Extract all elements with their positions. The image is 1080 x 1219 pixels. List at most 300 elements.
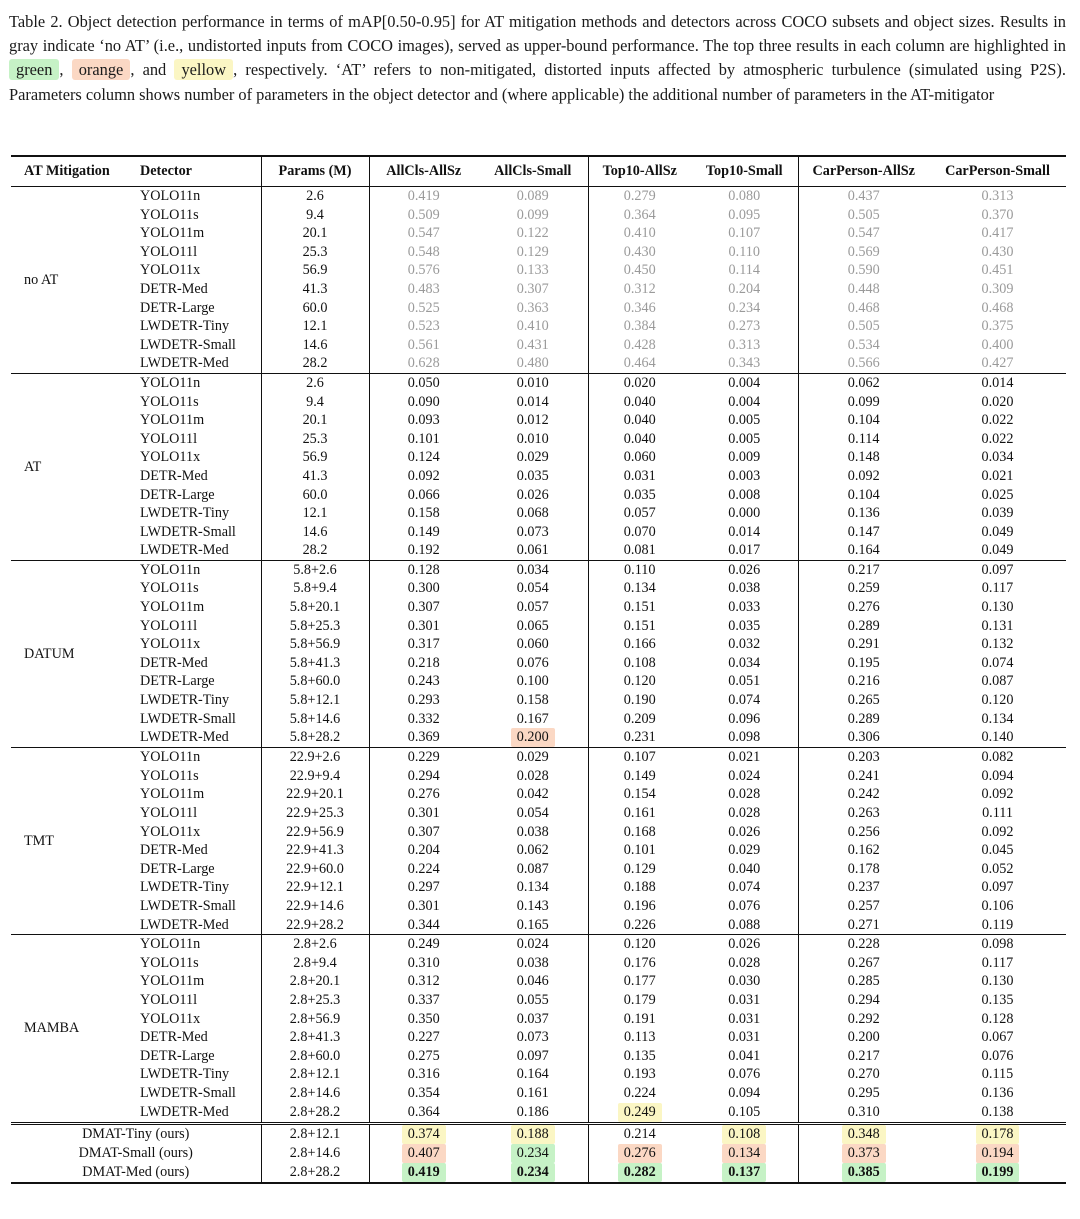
ours-row <box>11 1144 1066 1163</box>
detector-cell: LWDETR-Small <box>133 523 261 542</box>
value-cell: 0.149 <box>623 767 656 784</box>
value-cell: 0.135 <box>981 991 1014 1008</box>
value-cell: 0.427 <box>981 355 1014 372</box>
ours-method-name: DMAT-Small (ours) <box>11 1144 261 1163</box>
detector-cell: DETR-Med <box>133 467 261 486</box>
value-cell: 0.523 <box>407 318 440 335</box>
caption-text-2: , respectively. ‘AT’ refers to non-mitigated, distorted inputs affected by atmospheric turbulence (simulated using P2S). Parameters column shows number of parameters in the object detector and (where applicable) the additional number of parameters in the AT-mitigator <box>9 60 1066 104</box>
value-cell: 0.209 <box>623 710 656 727</box>
detector-cell: YOLO11l <box>133 617 261 636</box>
value-cell: 0.074 <box>691 878 798 897</box>
table-row <box>11 541 1066 560</box>
detector-cell: YOLO11n <box>133 187 261 206</box>
group-label: MAMBA <box>11 935 133 1123</box>
highlighted-value: 0.234 <box>511 1163 555 1182</box>
value-cell: 0.628 <box>407 355 440 372</box>
table-row <box>11 243 1066 262</box>
value-cell: 0.294 <box>407 767 440 784</box>
value-cell: 0.218 <box>407 654 440 671</box>
value-cell: 0.110 <box>588 560 691 579</box>
value-cell: 0.337 <box>407 991 440 1008</box>
value-cell <box>588 1103 691 1124</box>
table-row <box>11 224 1066 243</box>
value-cell: 0.293 <box>407 692 440 709</box>
detector-cell: YOLO11n <box>133 373 261 392</box>
value-cell: 0.135 <box>623 1047 656 1064</box>
value-cell: 0.050 <box>369 373 478 392</box>
value-cell: 0.117 <box>981 954 1014 971</box>
value-cell: 0.038 <box>478 954 588 973</box>
value-cell: 0.270 <box>847 1066 880 1083</box>
params-cell: 2.8+14.6 <box>261 1144 369 1163</box>
detector-cell: YOLO11s <box>133 579 261 598</box>
value-cell: 0.012 <box>478 411 588 430</box>
value-cell: 0.154 <box>623 786 656 803</box>
value-cell: 0.161 <box>623 805 656 821</box>
value-cell: 0.040 <box>623 412 656 429</box>
detector-cell: DETR-Large <box>133 860 261 879</box>
table-row <box>11 654 1066 673</box>
caption-text-1: Table 2. Object detection performance in terms of mAP[0.50-0.95] for AT mitigation methods and detectors across COCO subsets and object sizes. Results in gray indicate ‘no AT’ (i.e., undistorted inputs from COCO images), served as upper-bound performance. The top three results in each column are highlighted in <box>9 12 1066 56</box>
value-cell: 0.309 <box>981 280 1014 297</box>
value-cell: 0.370 <box>981 206 1014 223</box>
value-cell: 0.505 <box>847 318 880 335</box>
value-cell <box>929 1123 1066 1144</box>
value-cell: 0.074 <box>691 691 798 710</box>
value-cell: 0.151 <box>623 617 656 634</box>
value-cell: 0.094 <box>981 767 1014 784</box>
value-cell <box>478 1144 588 1163</box>
value-cell <box>478 1163 588 1183</box>
detector-cell: LWDETR-Med <box>133 354 261 373</box>
value-cell: 0.061 <box>478 541 588 560</box>
value-cell: 0.122 <box>478 224 588 243</box>
table-row <box>11 672 1066 691</box>
header-top10-allsz: Top10-AllSz <box>588 156 691 187</box>
value-cell: 0.101 <box>407 430 440 447</box>
highlighted-value: 0.282 <box>618 1163 662 1182</box>
value-cell: 0.060 <box>478 635 588 654</box>
value-cell: 0.259 <box>847 580 880 597</box>
value-cell: 0.158 <box>407 505 440 522</box>
params-cell: 5.8+56.9 <box>261 635 369 654</box>
detector-cell: DETR-Med <box>133 1028 261 1047</box>
highlighted-value: 0.419 <box>402 1163 446 1182</box>
value-cell: 0.026 <box>691 935 798 954</box>
value-cell: 0.068 <box>478 504 588 523</box>
value-cell: 0.431 <box>478 336 588 355</box>
group-label: TMT <box>11 748 133 935</box>
value-cell: 0.430 <box>623 243 656 260</box>
value-cell: 0.200 <box>847 1029 880 1046</box>
value-cell: 0.243 <box>407 673 440 690</box>
table-row <box>11 878 1066 897</box>
table-row <box>11 841 1066 860</box>
value-cell: 0.375 <box>981 318 1014 335</box>
value-cell: 0.437 <box>798 187 929 206</box>
table-row <box>11 767 1066 786</box>
value-cell: 0.067 <box>981 1029 1014 1046</box>
params-cell: 41.3 <box>261 467 369 486</box>
params-cell: 28.2 <box>261 354 369 373</box>
value-cell: 0.307 <box>407 823 440 840</box>
value-cell: 0.400 <box>981 336 1014 353</box>
value-cell: 0.026 <box>478 486 588 505</box>
highlighted-value: 0.249 <box>618 1103 662 1122</box>
detector-cell: LWDETR-Small <box>133 897 261 916</box>
value-cell: 0.099 <box>847 393 880 410</box>
value-cell <box>798 1163 929 1183</box>
detector-cell: DETR-Med <box>133 654 261 673</box>
value-cell: 0.034 <box>691 654 798 673</box>
highlighted-value: 0.234 <box>511 1144 555 1163</box>
value-cell: 0.300 <box>407 580 440 597</box>
value-cell: 0.257 <box>847 897 880 914</box>
value-cell: 0.313 <box>929 187 1066 206</box>
detector-cell: DETR-Large <box>133 486 261 505</box>
detector-cell: DETR-Large <box>133 672 261 691</box>
value-cell: 0.289 <box>847 710 880 727</box>
value-cell: 0.008 <box>691 486 798 505</box>
params-cell: 25.3 <box>261 430 369 449</box>
value-cell: 0.020 <box>981 393 1014 410</box>
params-cell: 2.8+60.0 <box>261 1047 369 1066</box>
value-cell: 0.038 <box>478 823 588 842</box>
results-table <box>11 155 1066 1184</box>
value-cell: 0.316 <box>407 1066 440 1083</box>
value-cell: 0.028 <box>478 767 588 786</box>
detector-cell: DETR-Large <box>133 1047 261 1066</box>
header-top10-small: Top10-Small <box>691 156 798 187</box>
value-cell: 0.138 <box>981 1103 1014 1120</box>
value-cell: 0.217 <box>798 560 929 579</box>
detector-cell: YOLO11x <box>133 823 261 842</box>
value-cell <box>929 1163 1066 1183</box>
value-cell <box>691 1163 798 1183</box>
value-cell: 0.035 <box>478 467 588 486</box>
value-cell <box>369 1123 478 1144</box>
value-cell: 0.003 <box>691 467 798 486</box>
value-cell: 0.505 <box>847 206 880 223</box>
detector-cell: LWDETR-Tiny <box>133 1065 261 1084</box>
caption-orange-swatch: orange <box>72 59 131 80</box>
value-cell: 0.224 <box>407 860 440 877</box>
value-cell: 0.115 <box>981 1066 1014 1083</box>
value-cell: 0.186 <box>478 1103 588 1124</box>
value-cell: 0.464 <box>623 355 656 372</box>
value-cell: 0.004 <box>691 393 798 412</box>
value-cell: 0.026 <box>691 823 798 842</box>
detector-cell: DETR-Large <box>133 299 261 318</box>
value-cell: 0.226 <box>623 916 656 933</box>
value-cell: 0.107 <box>691 224 798 243</box>
params-cell: 22.9+41.3 <box>261 841 369 860</box>
header-detector: Detector <box>133 156 261 187</box>
detector-cell: LWDETR-Med <box>133 1103 261 1124</box>
value-cell: 0.097 <box>929 560 1066 579</box>
table-row <box>11 448 1066 467</box>
value-cell: 0.022 <box>981 430 1014 447</box>
params-cell: 25.3 <box>261 243 369 262</box>
value-cell: 0.014 <box>478 393 588 412</box>
value-cell: 0.046 <box>478 972 588 991</box>
value-cell: 0.017 <box>691 541 798 560</box>
ours-method-name: DMAT-Tiny (ours) <box>11 1123 261 1144</box>
detector-cell: LWDETR-Tiny <box>133 878 261 897</box>
table-row <box>11 523 1066 542</box>
value-cell: 0.129 <box>623 860 656 877</box>
header-row <box>11 156 1066 187</box>
value-cell: 0.130 <box>981 599 1014 616</box>
table-body <box>11 187 1066 1183</box>
value-cell: 0.242 <box>847 786 880 803</box>
table-row <box>11 411 1066 430</box>
params-cell: 9.4 <box>261 393 369 412</box>
detector-cell: LWDETR-Small <box>133 1084 261 1103</box>
value-cell <box>588 1144 691 1163</box>
value-cell <box>798 1144 929 1163</box>
value-cell: 0.267 <box>847 954 880 971</box>
table-row <box>11 972 1066 991</box>
table-row <box>11 317 1066 336</box>
value-cell: 0.364 <box>623 206 656 223</box>
value-cell: 0.104 <box>847 412 880 429</box>
highlighted-value: 0.407 <box>402 1144 446 1163</box>
detector-cell: YOLO11m <box>133 411 261 430</box>
highlighted-value: 0.276 <box>618 1144 662 1163</box>
table-row <box>11 1047 1066 1066</box>
value-cell: 0.161 <box>478 1084 588 1103</box>
value-cell: 0.098 <box>929 935 1066 954</box>
table-row <box>11 354 1066 373</box>
value-cell: 0.276 <box>407 786 440 803</box>
value-cell: 0.143 <box>478 897 588 916</box>
value-cell: 0.195 <box>847 654 880 671</box>
value-cell <box>691 1144 798 1163</box>
value-cell: 0.193 <box>623 1066 656 1083</box>
params-cell: 2.8+20.1 <box>261 972 369 991</box>
value-cell: 0.297 <box>407 879 440 896</box>
params-cell: 22.9+28.2 <box>261 916 369 935</box>
value-cell: 0.271 <box>847 916 880 933</box>
value-cell: 0.040 <box>623 430 656 447</box>
value-cell: 0.419 <box>369 187 478 206</box>
ours-row <box>11 1163 1066 1183</box>
header-allcls-allsz: AllCls-AllSz <box>369 156 478 187</box>
value-cell: 0.566 <box>847 355 880 372</box>
value-cell <box>478 728 588 748</box>
value-cell: 0.590 <box>847 262 880 279</box>
highlighted-value: 0.108 <box>722 1125 766 1144</box>
value-cell: 0.000 <box>691 504 798 523</box>
table-row <box>11 935 1066 954</box>
value-cell: 0.032 <box>691 635 798 654</box>
value-cell: 0.065 <box>478 617 588 636</box>
value-cell: 0.092 <box>981 786 1014 803</box>
params-cell: 2.8+25.3 <box>261 991 369 1010</box>
value-cell: 0.020 <box>588 373 691 392</box>
table-row <box>11 261 1066 280</box>
value-cell: 0.005 <box>691 411 798 430</box>
value-cell: 0.054 <box>478 804 588 823</box>
value-cell: 0.098 <box>691 728 798 748</box>
header-carperson-allsz: CarPerson-AllSz <box>798 156 929 187</box>
params-cell: 5.8+20.1 <box>261 598 369 617</box>
value-cell: 0.147 <box>847 523 880 540</box>
table-row <box>11 710 1066 729</box>
highlighted-value: 0.214 <box>623 1125 656 1142</box>
value-cell: 0.307 <box>478 280 588 299</box>
value-cell: 0.417 <box>981 225 1014 242</box>
value-cell: 0.561 <box>407 336 440 353</box>
value-cell: 0.450 <box>623 262 656 279</box>
params-cell: 56.9 <box>261 448 369 467</box>
detector-cell: YOLO11s <box>133 393 261 412</box>
params-cell: 5.8+60.0 <box>261 672 369 691</box>
table-row <box>11 1065 1066 1084</box>
value-cell: 0.114 <box>691 261 798 280</box>
value-cell: 0.295 <box>847 1084 880 1101</box>
table-row <box>11 504 1066 523</box>
params-cell: 41.3 <box>261 280 369 299</box>
value-cell: 0.024 <box>478 935 588 954</box>
highlighted-value: 0.194 <box>976 1144 1020 1163</box>
value-cell: 0.275 <box>407 1047 440 1064</box>
table-row <box>11 1084 1066 1103</box>
value-cell: 0.483 <box>407 280 440 297</box>
params-cell: 12.1 <box>261 317 369 336</box>
value-cell: 0.037 <box>478 1010 588 1029</box>
value-cell: 0.344 <box>407 916 440 933</box>
value-cell: 0.128 <box>981 1010 1014 1027</box>
table-row <box>11 187 1066 206</box>
value-cell: 0.021 <box>691 748 798 767</box>
value-cell: 0.310 <box>407 954 440 971</box>
highlighted-value: 0.178 <box>976 1125 1020 1144</box>
value-cell: 0.035 <box>691 617 798 636</box>
params-cell: 2.8+2.6 <box>261 935 369 954</box>
detector-cell: YOLO11x <box>133 261 261 280</box>
value-cell: 0.176 <box>623 954 656 971</box>
params-cell: 2.8+14.6 <box>261 1084 369 1103</box>
value-cell: 0.228 <box>798 935 929 954</box>
value-cell: 0.132 <box>981 636 1014 653</box>
detector-cell: LWDETR-Tiny <box>133 504 261 523</box>
table-row <box>11 991 1066 1010</box>
value-cell: 0.057 <box>478 598 588 617</box>
value-cell <box>478 1123 588 1144</box>
value-cell: 0.291 <box>847 636 880 653</box>
value-cell: 0.014 <box>691 523 798 542</box>
value-cell: 0.140 <box>981 729 1014 746</box>
value-cell: 0.468 <box>981 299 1014 316</box>
detector-cell: YOLO11x <box>133 448 261 467</box>
value-cell: 0.081 <box>623 542 656 559</box>
table-row <box>11 579 1066 598</box>
table-row <box>11 916 1066 935</box>
value-cell: 0.350 <box>407 1010 440 1027</box>
params-cell: 2.6 <box>261 187 369 206</box>
value-cell: 0.092 <box>981 823 1014 840</box>
table-row <box>11 1010 1066 1029</box>
value-cell: 0.099 <box>478 206 588 225</box>
value-cell: 0.128 <box>369 560 478 579</box>
value-cell <box>588 1163 691 1183</box>
value-cell: 0.029 <box>691 841 798 860</box>
params-cell: 60.0 <box>261 486 369 505</box>
value-cell: 0.364 <box>407 1103 440 1120</box>
value-cell: 0.082 <box>929 748 1066 767</box>
group-label: no AT <box>11 187 133 374</box>
value-cell: 0.014 <box>929 373 1066 392</box>
detector-cell: YOLO11x <box>133 1010 261 1029</box>
value-cell: 0.025 <box>981 486 1014 503</box>
params-cell: 5.8+41.3 <box>261 654 369 673</box>
value-cell: 0.042 <box>478 785 588 804</box>
value-cell: 0.088 <box>691 916 798 935</box>
value-cell: 0.129 <box>478 243 588 262</box>
params-cell: 5.8+28.2 <box>261 728 369 748</box>
value-cell: 0.216 <box>847 673 880 690</box>
value-cell: 0.204 <box>407 842 440 859</box>
params-cell: 56.9 <box>261 261 369 280</box>
value-cell: 0.076 <box>981 1047 1014 1064</box>
value-cell: 0.021 <box>981 467 1014 484</box>
value-cell: 0.076 <box>691 1065 798 1084</box>
value-cell: 0.057 <box>623 505 656 522</box>
value-cell: 0.346 <box>623 299 656 316</box>
value-cell: 0.005 <box>691 430 798 449</box>
value-cell: 0.040 <box>623 393 656 410</box>
table-row <box>11 1103 1066 1124</box>
value-cell: 0.547 <box>847 225 880 242</box>
value-cell: 0.343 <box>691 354 798 373</box>
value-cell: 0.028 <box>691 954 798 973</box>
value-cell: 0.051 <box>691 672 798 691</box>
table-row <box>11 467 1066 486</box>
value-cell: 0.227 <box>407 1029 440 1046</box>
value-cell: 0.080 <box>691 187 798 206</box>
value-cell: 0.292 <box>847 1010 880 1027</box>
params-cell: 2.8+28.2 <box>261 1103 369 1124</box>
value-cell <box>798 1123 929 1144</box>
value-cell: 0.026 <box>691 560 798 579</box>
detector-cell: YOLO11s <box>133 767 261 786</box>
table-row <box>11 785 1066 804</box>
table-row <box>11 280 1066 299</box>
params-cell: 22.9+14.6 <box>261 897 369 916</box>
value-cell: 0.049 <box>981 523 1014 540</box>
value-cell: 0.307 <box>407 599 440 616</box>
value-cell: 0.060 <box>623 449 656 466</box>
params-cell: 2.8+56.9 <box>261 1010 369 1029</box>
value-cell: 0.095 <box>691 206 798 225</box>
value-cell: 0.384 <box>623 318 656 335</box>
table-row <box>11 560 1066 579</box>
value-cell <box>588 1123 691 1144</box>
value-cell <box>369 1144 478 1163</box>
value-cell: 0.010 <box>478 430 588 449</box>
detector-cell: LWDETR-Small <box>133 336 261 355</box>
value-cell: 0.177 <box>623 973 656 990</box>
detector-cell: YOLO11l <box>133 991 261 1010</box>
params-cell: 22.9+9.4 <box>261 767 369 786</box>
value-cell: 0.317 <box>407 636 440 653</box>
value-cell: 0.041 <box>691 1047 798 1066</box>
value-cell: 0.124 <box>407 449 440 466</box>
value-cell: 0.052 <box>981 860 1014 877</box>
highlighted-value: 0.373 <box>842 1144 886 1163</box>
